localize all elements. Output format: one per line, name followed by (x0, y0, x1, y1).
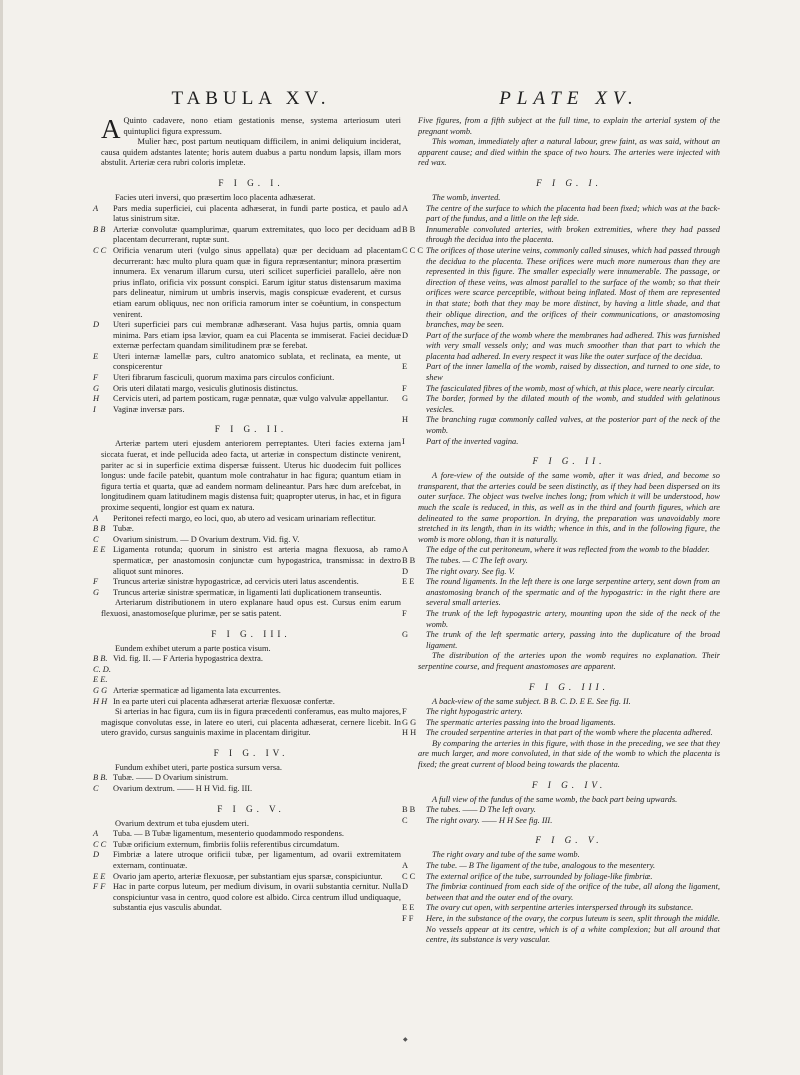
latin-column (93, 88, 401, 914)
legend-text: Peritonei refecti margo, eo loci, quo, ab utero ad vesicam urinariam reflectitur. (113, 513, 376, 523)
latin-fig4-list (93, 773, 401, 794)
latin-fig2-tail: Arteriarum distributionem in utero explanare haud opus est. Cursus enim earum flexuosi, anastomoseſque plurimæ, per se satis patent. (101, 598, 401, 618)
legend-text: Hac in parte corpus luteum, per medium divisum, in ovarii substantia cernitur. Nulla conspiciuntur vasa in centro, quod colore est albido. Circa centrum illud undiquaque, substantia ejus vasculis abundat. (113, 882, 401, 913)
legend-text: The edge of the cut peritoneum, where it was reflected from the womb to the bladder. (426, 545, 710, 555)
legend-entry (93, 245, 401, 320)
english-fig1-lead: The womb, inverted. (432, 192, 501, 202)
legend-key: F (402, 707, 407, 717)
english-intro: Five figures, from a fifth subject at the full time, to explain the arterial system of the pregnant womb. (418, 116, 720, 136)
legend-entry (93, 587, 401, 599)
english-fig4-lead: A full view of the fundus of the same womb, the back part being upwards. (432, 794, 678, 804)
legend-text: The crouded serpentine arteries in that part of the womb where the placenta adhered. (426, 728, 713, 738)
legend-key: B B (402, 555, 416, 565)
latin-intro-text: Quinto cadavere, nono etiam gestationis mense, systema arteriosum uteri quintuplici figura expressum. (123, 116, 401, 136)
legend-entry (402, 805, 720, 816)
legend-text: Pars media superficiei, cui placenta adhæserat, in fundi parte postica, et paulo ad latus sinistrum sitæ. (113, 203, 401, 224)
legend-text: The round ligaments. In the left there is one large serpentine artery, sent down from an anastomosing branch of the spermatic and of the hypogastric: in the right there are several small arteries. (426, 577, 720, 608)
english-column (402, 88, 720, 946)
legend-entry (93, 373, 401, 384)
english-fig1-heading: F I G. I. (536, 177, 602, 188)
legend-text: Fimbriæ a latere utroque orificii tubæ, per ligamentum, ad ovarii extremitatem externam, continuatæ. (113, 850, 401, 871)
legend-entry (402, 815, 720, 827)
legend-entry (402, 630, 720, 651)
legend-text: Tubæ. (113, 524, 134, 534)
legend-entry (402, 203, 720, 225)
legend-key: C C (402, 871, 416, 881)
legend-key: B B. (93, 773, 108, 783)
english-fig2-heading: F I G. II. (532, 456, 606, 467)
legend-key: F F (402, 914, 414, 923)
latin-fig3-tail: Si arterias in hac figura, cum iis in figura præcedenti conferamus, eas multo majores, magisque convolutas esse, in latere eo uteri, cui placenta adhæserat, cernere licebit. In utero gravido, cursus sanguinis maxime in placentam dirigitur. (101, 707, 401, 738)
legend-key: F (402, 383, 407, 393)
legend-key: D (93, 320, 100, 330)
legend-entry (93, 773, 401, 784)
legend-text: Uteri internæ lamellæ pars, cultro anatomico sublata, et reclinata, ea mente, ut conspicerentur (113, 351, 401, 372)
legend-entry (93, 404, 401, 416)
english-fig5-list (402, 861, 720, 946)
legend-entry (93, 545, 401, 577)
legend-text: Orificia venarum uteri (vulgo sinus appellata) quæ per deciduam ad placentam decurrerant: hæc multo plura quam quæ in figura repræsentantur; minora præsertim innumera. Ex venarum illarum cursu, uteri scilicet superficiei parallelo, aëre non prius inflato, orificia vix possunt conspici. Earum igitur status distensarum maxima pars delineatur, nimirum ut umbris inservis, magis conspicuæ evaderent, et cursus etiam earum obliquus, nec non orificia ramorum inter se coëuntium, in conspectum venirent. (113, 245, 401, 319)
english-fig2-tail: The distribution of the arteries upon the womb requires no explanation. Their serpentine course, and frequent anastomoses are apparent. (418, 651, 720, 671)
english-fig5-heading: F I G. V. (535, 835, 603, 846)
english-fig3-lead: A back-view of the same subject. B B. C. D. E E. See fig. II. (432, 696, 631, 706)
latin-fig5-list (93, 829, 401, 914)
legend-entry (402, 362, 720, 383)
legend-entry (402, 871, 720, 883)
legend-text: The trunk of the left spermatic artery, passing into the duplicature of the broad ligament. (426, 630, 720, 650)
drop-cap: A (101, 114, 121, 144)
legend-entry (93, 696, 401, 708)
legend-text: In ea parte uteri cui placenta adhæserat arteriæ flexuosæ confertæ. (113, 696, 335, 706)
latin-title: TABULA XV. (171, 88, 331, 109)
legend-text: Vaginæ inversæ pars. (113, 404, 185, 414)
legend-text: Arteriæ convolutæ quamplurimæ, quarum extremitates, quo loco per deciduam ad placentam decurrerant, ruptæ sunt. (113, 224, 401, 245)
legend-key: F (93, 373, 99, 383)
english-fig1-list (402, 203, 720, 448)
english-intro-2: This woman, immediately after a natural labour, grew faint, as was said, without an apparent cause; and died within the space of two hours. The arteries were injected with red wax. (418, 137, 720, 168)
legend-text: Oris uteri dilatati margo, vesiculis glutinosis distinctus. (113, 383, 299, 393)
latin-fig1-heading: F I G. I. (218, 177, 284, 188)
latin-fig4-lead: Fundum exhibet uteri, parte postica sursum versa. (115, 762, 282, 772)
legend-entry (93, 524, 401, 535)
legend-entry (402, 608, 720, 630)
legend-text: Here, in the substance of the ovary, the corpus luteum is seen, split through the middle. No vessels appear at its centre, which is of a white complexion; but all around that centre, its substance is very vascular. (426, 914, 720, 945)
legend-key: C C (93, 245, 107, 255)
legend-key: G (93, 383, 100, 393)
legend-entry (93, 203, 401, 225)
legend-entry (402, 717, 720, 729)
legend-entry (402, 330, 720, 363)
legend-key: B B (93, 524, 106, 534)
legend-key: G G (402, 717, 417, 727)
legend-text: Tuba. — B Tubæ ligamentum, mesenterio quodammodo respondens. (113, 829, 344, 839)
legend-entry (93, 784, 401, 795)
page-foot-mark: ◆ (403, 1037, 408, 1043)
legend-key: B B (402, 224, 416, 234)
legend-entry (93, 839, 401, 851)
english-fig2-lead: A fore-view of the outside of the same womb, after it was dried, and become so transparent, that the arteries could be seen distinctly, as if they had been dispersed on its outer surface. The object was twelve inches long; from which it will be understood, how much the scale is reduced, in this, as well as in the third and fourth figures, which are delineated to the same proportion. In drying, the preparation was unavoidably more stretched in its length, than in its width; whence in this, and in the following figure, the womb is more oblong, than it is naturally. (418, 471, 720, 544)
legend-text: Cervicis uteri, ad partem posticam, rugæ pennatæ, quæ vulgo valvulæ appellantur. (113, 394, 389, 404)
legend-entry (93, 394, 401, 405)
legend-key: D (402, 882, 409, 892)
legend-entry (402, 383, 720, 395)
legend-entry (93, 871, 401, 883)
legend-key: A (402, 861, 409, 871)
english-fig3-list (402, 707, 720, 739)
legend-key: D (402, 566, 409, 576)
legend-text: Truncus arteriæ sinistræ hypogastricæ, ad cervicis uteri latus ascendentis. (113, 577, 359, 587)
legend-entry (402, 436, 720, 448)
legend-entry (93, 654, 401, 686)
legend-text: The tube. — B The ligament of the tube, analogous to the mesentery. (426, 861, 656, 871)
legend-entry (93, 850, 401, 871)
legend-key: C (93, 784, 99, 794)
legend-text: The trunk of the left hypogastric artery, mounting upon the side of the neck of the womb. (426, 608, 720, 629)
legend-text: The right ovary. See fig. V. (426, 566, 515, 576)
latin-intro-2: Mulier hæc, post partum neutiquam difficilem, in animi deliquium inciderat, causa quidem adstantes latente; horis autem duabus a partu nondum lapsis, illam mors abstulit. Arteriæ cera rubri coloris impletæ. (101, 137, 401, 168)
legend-entry (93, 577, 401, 588)
latin-fig5-heading: F I G. V. (217, 803, 285, 814)
latin-fig4-heading: F I G. IV. (213, 747, 289, 758)
legend-entry (402, 545, 720, 556)
legend-entry (93, 320, 401, 352)
legend-entry (402, 728, 720, 739)
latin-intro (101, 114, 401, 144)
legend-text: Ligamenta rotunda; quorum in sinistro est arteria magna flexuosa, ab ramo spermaticæ, per anastomosin conjunctæ cum hypogastrica, transmissa: in dextro aliquot sunt minores. (113, 545, 401, 576)
legend-entry (93, 351, 401, 373)
legend-text: Innumerable convoluted arteries, with broken extremities, where they had passed through the decidua into the placenta. (426, 224, 720, 245)
latin-fig3-heading: F I G. III. (211, 628, 291, 639)
legend-key: C (93, 534, 99, 544)
legend-key: E E (402, 577, 415, 587)
legend-text: Truncus arteriæ sinistræ spermaticæ, in ligamenti lati duplicationem transeuntis. (113, 587, 382, 597)
legend-text: The right hypogastric artery. (426, 707, 523, 717)
legend-text: Arteriæ spermaticæ ad ligamenta lata excurrentes. (113, 685, 281, 695)
legend-key: G G (93, 685, 108, 695)
legend-key: F (93, 577, 99, 587)
legend-key: H H (93, 696, 108, 706)
legend-key: D (93, 850, 100, 860)
legend-key: E E (93, 871, 106, 881)
legend-key: I (93, 404, 96, 414)
legend-key: E E (93, 545, 106, 555)
latin-fig2-heading: F I G. II. (214, 424, 288, 435)
legend-key: H H (402, 728, 417, 738)
english-fig4-list (402, 805, 720, 826)
legend-key: C C (93, 839, 107, 849)
legend-key: E (93, 351, 99, 361)
latin-fig2-list (93, 513, 401, 599)
legend-key: A (93, 513, 99, 523)
latin-fig3-lead: Eundem exhibet uterum a parte postica visum. (115, 643, 271, 653)
legend-text: The centre of the surface to which the placenta had been fixed; which was at the back-part of the fundus, and a little on the left side. (426, 203, 720, 224)
legend-text: The border, formed by the dilated mouth of the womb, and studded with gelatinous vesicles. (426, 394, 720, 414)
legend-entry (93, 383, 401, 395)
legend-text: Tubæ. —— D Ovarium sinistrum. (113, 773, 229, 783)
legend-key: E E (402, 903, 415, 913)
legend-key: F F (93, 882, 106, 892)
legend-key: B B. C. D. E E. (93, 654, 111, 685)
english-fig3-tail: By comparing the arteries in this figure, with those in the preceding, we see that they are much larger, and more convoluted, in that side of the womb to which the placenta is fixed; the great current of blood being towards the placenta. (418, 738, 720, 770)
legend-entry (402, 245, 720, 331)
legend-key: A (93, 203, 99, 213)
legend-key: G (402, 394, 409, 404)
legend-entry (402, 707, 720, 718)
legend-entry (93, 534, 401, 546)
legend-key: A (93, 829, 99, 839)
legend-text: Part of the inverted vagina. (426, 436, 519, 446)
legend-key: F (402, 608, 407, 618)
legend-entry (93, 882, 401, 914)
legend-entry (402, 224, 720, 246)
legend-key: C (402, 815, 408, 825)
legend-text: The right ovary. —— H H See fig. III. (426, 815, 553, 825)
legend-key: I (402, 436, 405, 446)
legend-text: The spermatic arteries passing into the broad ligaments. (426, 717, 616, 727)
legend-key: E (402, 362, 408, 372)
latin-fig5-lead: Ovarium dextrum et tuba ejusdem uteri. (115, 818, 249, 828)
legend-text: The tubes. —— D The left ovary. (426, 805, 536, 815)
legend-text: Ovario jam aperto, arteriæ flexuosæ, per substantiam ejus sparsæ, conspiciuntur. (113, 871, 383, 881)
legend-text: The branching rugæ commonly called valves, at the posterior part of the neck of the womb. (426, 415, 720, 436)
legend-entry (402, 914, 720, 946)
latin-fig3-list (93, 654, 401, 707)
legend-entry (93, 685, 401, 697)
legend-text: Ovarium dextrum. —— H H Vid. fig. III. (113, 784, 253, 794)
legend-key: C C C (402, 245, 423, 255)
legend-text: The fimbriæ continued from each side of the orifice of the tube, all along the ligament, between that and the outer end of the ovary. (426, 882, 720, 902)
legend-entry (93, 513, 401, 525)
legend-entry (402, 882, 720, 903)
english-fig4-heading: F I G. IV. (531, 779, 607, 790)
legend-text: Tubæ orificium externum, fimbriis foliis referentibus circumdatum. (113, 839, 340, 849)
latin-fig1-list (93, 203, 401, 416)
legend-entry (93, 224, 401, 246)
legend-key: B B (402, 805, 416, 815)
latin-fig1-lead: Facies uteri inversi, quo præsertim loco placenta adhæserat. (115, 192, 316, 202)
legend-text: The fasciculated fibres of the womb, most of which, at this place, were nearly circular. (426, 383, 715, 393)
legend-key: D (402, 330, 409, 340)
legend-text: The orifices of those uterine veins, commonly called sinuses, which had passed through the decidua to the placenta. These orifices were much more numerous than they are represented in this figure. The smaller especially were innumerable. The passage, or direction of these veins, was almost parallel to the surface of the womb; so that their orifices were scarce perceptible, without being inflated. Most of them are represented in that state; both that they may be more distinct, by having a little shade, and that their oblique direction, and the orifices of their communications, or anastomosing branches, may be seen. (426, 245, 720, 330)
legend-key: A (402, 203, 409, 213)
legend-key: B B (93, 224, 106, 234)
legend-entry (402, 415, 720, 436)
legend-text: Part of the surface of the womb where the membranes had adhered. This was furnished with very small vessels only; and was much smoother than that part to which the placenta had adhered. In every respect it was like the outer surface of the decidua. (426, 330, 720, 361)
legend-entry (93, 829, 401, 840)
legend-key: A (402, 545, 409, 555)
legend-entry (402, 566, 720, 578)
english-fig2-list (402, 545, 720, 651)
english-fig5-lead: The right ovary and tube of the same womb. (432, 850, 580, 860)
legend-text: Part of the inner lamella of the womb, raised by dissection, and turned to one side, to shew (426, 362, 720, 383)
legend-text: The ovary cut open, with serpentine arteries interspersed through its substance. (426, 903, 694, 913)
latin-fig2-lead: Arteriæ partem uteri ejusdem anteriorem perreptantes. Uteri facies externa jam siccata fuerat, et inde pellucida adeo facta, ut arteriæ in conspectum distincte venirent, pariter ac si in superficie extima dispersæ fuissent. Uterus hic duodecim fuit pollices longus: unde facile patebit, quantum mole contrahatur in hac figura; quantum etiam in figura tertia et quarta, quæ ad eandem normam delineantur. Pars hæc dum arefcebat, in longitudinem quam latitudinem magis distensa fuit; quapropter uterus, in hac, et in figura proxime sequenti, longior est quam ex natura. (101, 439, 401, 512)
legend-key: G (93, 587, 100, 597)
english-title: PLATE XV. (499, 88, 639, 109)
legend-text: The external orifice of the tube, surrounded by foliage-like fimbriæ. (426, 871, 653, 881)
english-fig3-heading: F I G. III. (529, 681, 609, 692)
legend-entry (402, 861, 720, 872)
legend-entry (402, 577, 720, 609)
legend-entry (402, 394, 720, 415)
legend-key: G (402, 630, 409, 640)
legend-text: Uteri superficiei pars cui membranæ adhæserant. Vasa hujus partis, omnia quam minima. Pars etiam ipsa lævior, quam ea cui Placenta se immiserat. Faciei deciduæ externæ perfectam quandam similitudinem præ se ferebat. (113, 320, 401, 351)
legend-key: H (93, 394, 100, 404)
legend-key: H (402, 415, 409, 425)
legend-entry (402, 555, 720, 567)
legend-text: Ovarium sinistrum. — D Ovarium dextrum. Vid. fig. V. (113, 534, 300, 544)
legend-text: Vid. fig. II. — F Arteria hypogastrica dextra. (113, 654, 263, 664)
legend-text: Uteri fibrarum fasciculi, quorum maxima pars circulos conficiunt. (113, 373, 335, 383)
legend-text: The tubes. — C The left ovary. (426, 555, 528, 565)
legend-entry (402, 903, 720, 914)
